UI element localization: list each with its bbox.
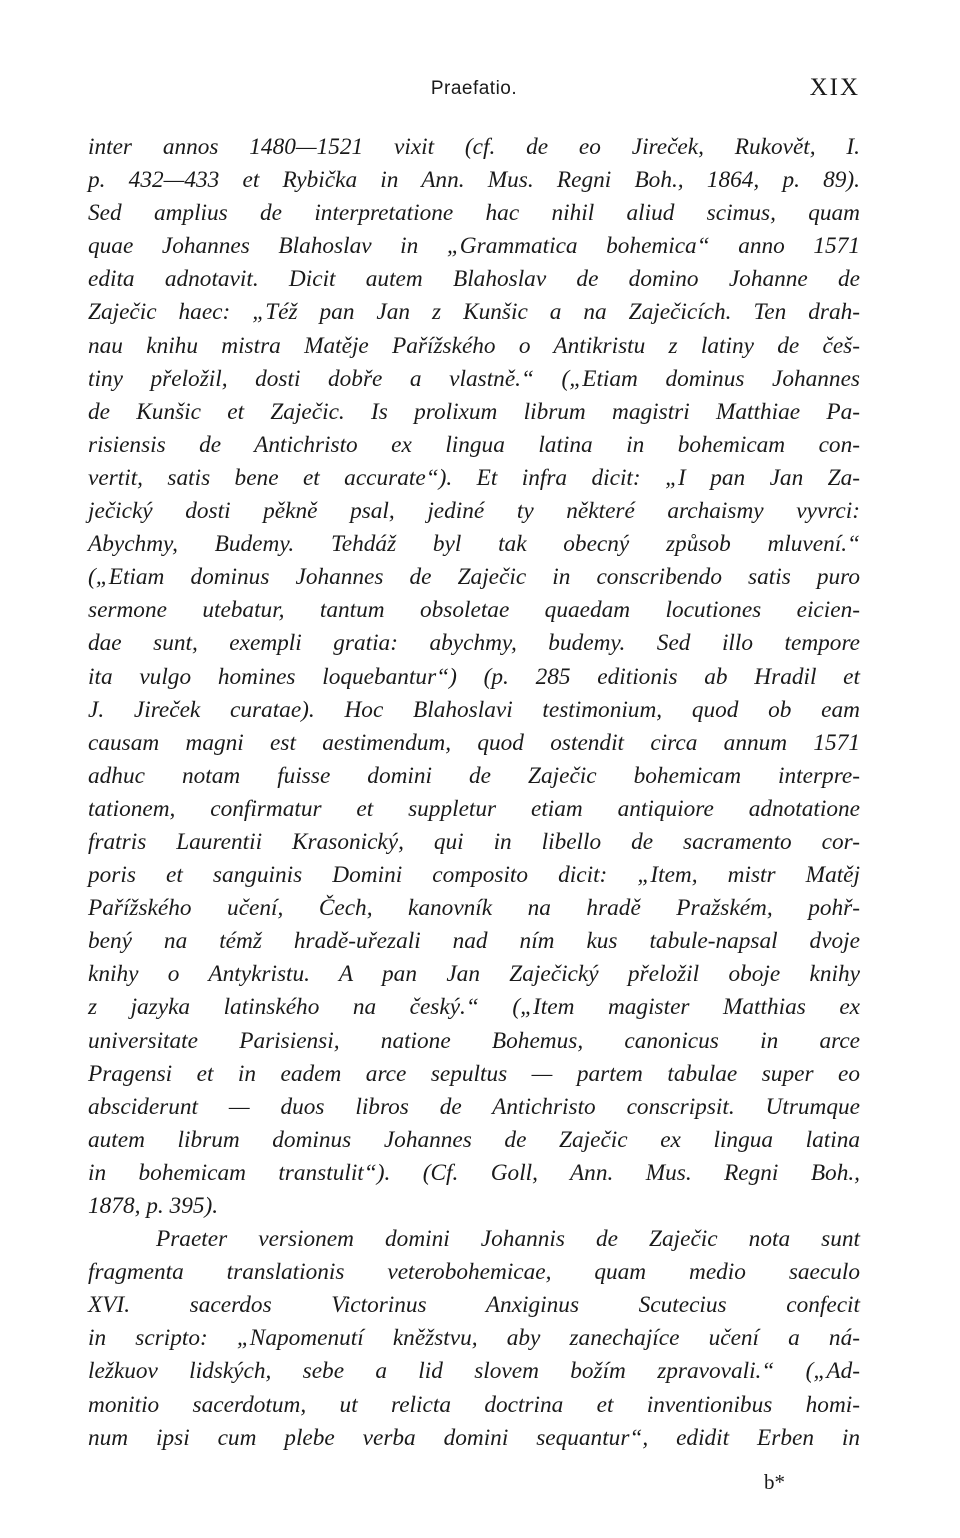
text-line: fragmenta translationis veterobohemicae, quam medio saeculo xyxy=(88,1259,860,1286)
text-line: quae Johannes Blahoslav in „Grammatica bohemica“ anno 1571 xyxy=(88,233,860,260)
text-line: absciderunt — duos libros de Antichristo conscripsit. Utrumque xyxy=(88,1093,860,1120)
signature-mark: b* xyxy=(764,1470,785,1494)
text-line: bený na témž hradě-uřezali nad ním kus tabule-napsal dvoje xyxy=(88,928,860,955)
text-line: ita vulgo homines loquebantur“) (p. 285 editionis ab Hradil et xyxy=(88,663,860,690)
text-line: edita adnotavit. Dicit autem Blahoslav de domino Johanne de xyxy=(88,266,860,293)
body-text xyxy=(88,131,860,1455)
text-line: Pařížského učení, Čech, kanovník na hradě Pražském, pohř- xyxy=(88,895,860,922)
text-line: num ipsi cum plebe verba domini sequantur“, edidit Erben in xyxy=(88,1424,860,1451)
text-line: vertit, satis bene et accurate“). Et infra dicit: „I pan Jan Za- xyxy=(88,464,860,491)
text-line: dae sunt, exempli gratia: abychmy, budemy. Sed illo tempore xyxy=(88,630,860,657)
text-line: tiny přeložil, dosti dobře a vlastně.“ („Etiam dominus Johannes xyxy=(88,365,860,392)
text-line: fratris Laurentii Krasonický, qui in libello de sacramento cor- xyxy=(88,828,860,855)
text-line: de Kunšic et Zaječic. Is prolixum librum magistri Matthiae Pa- xyxy=(88,398,860,425)
text-line: („Etiam dominus Johannes de Zaječic in conscribendo satis puro xyxy=(88,564,860,591)
text-line: risiensis de Antichristo ex lingua latina in bohemicam con- xyxy=(88,431,860,458)
text-line: sermone utebatur, tantum obsoletae quaedam locutiones eicien- xyxy=(88,597,860,624)
page-number: XIX xyxy=(809,74,860,101)
text-line: causam magni est aestimendum, quod ostendit circa annum 1571 xyxy=(88,729,860,756)
text-line: poris et sanguinis Domini composito dicit: „Item, mistr Matěj xyxy=(88,862,860,889)
text-line: tationem, confirmatur et suppletur etiam antiquiore adnotatione xyxy=(88,795,860,822)
text-line: p. 432—433 et Rybička in Ann. Mus. Regni Boh., 1864, p. 89). xyxy=(88,167,860,194)
text-line: in bohemicam transtulit“). (Cf. Goll, Ann. Mus. Regni Boh., xyxy=(88,1159,860,1186)
text-line: ležkuov lidských, sebe a lid slovem božím zpravovali.“ („Ad- xyxy=(88,1358,860,1385)
text-line: ječický dosti pěkně psal, jediné ty některé archaismy vyvrci: xyxy=(88,498,860,525)
text-line: Zaječic haec: „Též pan Jan z Kunšic a na Zaječicích. Ten drah- xyxy=(88,299,860,326)
text-line: Sed amplius de interpretatione hac nihil aliud scimus, quam xyxy=(88,200,860,227)
text-line: Pragensi et in eadem arce sepultus — partem tabulae super eo xyxy=(88,1060,860,1087)
text-line: XVI. sacerdos Victorinus Anxiginus Scutecius confecit xyxy=(88,1292,860,1319)
text-line: inter annos 1480—1521 vixit (cf. de eo Jireček, Rukovět, I. xyxy=(88,134,860,160)
text-line-paragraph-start: Praeter versionem domini Johannis de Zaječic nota sunt xyxy=(156,1226,860,1253)
text-line: adhuc notam fuisse domini de Zaječic bohemicam interpre- xyxy=(88,762,860,789)
text-line: z jazyka latinského na český.“ („Item magister Matthias ex xyxy=(88,994,860,1021)
running-head xyxy=(88,72,860,112)
text-line: nau knihu mistra Matěje Pařížského o Antikristu z latiny de češ- xyxy=(88,332,860,359)
text-line-paragraph-end: 1878, p. 395). xyxy=(88,1193,219,1219)
text-line: knihy o Antykristu. A pan Jan Zaječický přeložil oboje knihy xyxy=(88,961,860,988)
text-line: autem librum dominus Johannes de Zaječic ex lingua latina xyxy=(88,1126,860,1153)
text-line: Abychmy, Budemy. Tehdáž byl tak obecný způsob mluvení.“ xyxy=(88,531,860,558)
running-title: Praefatio. xyxy=(430,78,518,99)
text-line: universitate Parisiensi, natione Bohemus, canonicus in arce xyxy=(88,1027,860,1054)
text-line: J. Jireček curatae). Hoc Blahoslavi testimonium, quod ob eam xyxy=(88,696,860,723)
text-line: monitio sacerdotum, ut relicta doctrina et inventionibus homi- xyxy=(88,1391,860,1418)
text-line: in scripto: „Napomenutí kněžstvu, aby zanechajíce učení a ná- xyxy=(88,1325,860,1352)
